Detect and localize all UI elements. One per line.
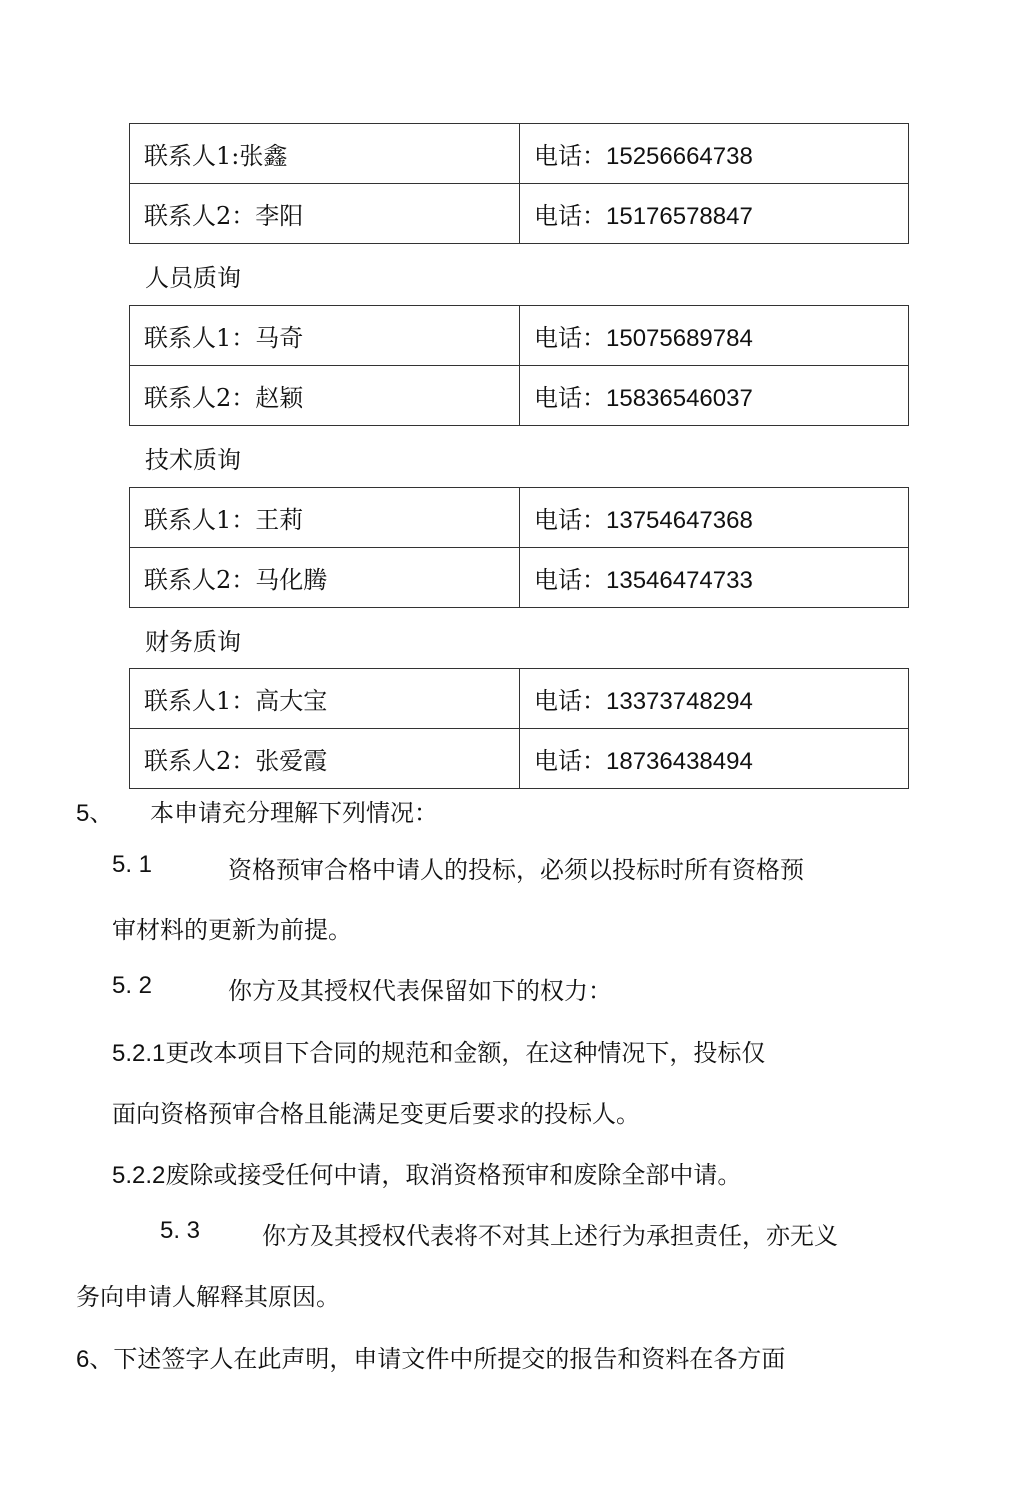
phone-number: 15176578847 <box>606 203 753 230</box>
table-row <box>130 124 909 184</box>
item-number: 5. 2 <box>112 972 153 999</box>
phone-number: 15256664738 <box>606 143 753 170</box>
contact-name: 张爱霞 <box>255 747 328 775</box>
table-row <box>130 306 909 366</box>
contact-label: 联系人2： <box>144 747 256 775</box>
table-row <box>130 184 909 244</box>
phone-label: 电话： <box>534 202 606 230</box>
contact-name: 李阳 <box>255 202 304 230</box>
item-5-1-text-line1: 资格预审合格中请人的投标，必须以投标时所有资格预 <box>228 856 804 884</box>
contact-name: 张鑫 <box>239 142 288 170</box>
table-row <box>130 488 909 548</box>
phone-cell <box>520 548 909 608</box>
item-5-2-text: 你方及其授权代表保留如下的权力： <box>228 977 612 1005</box>
contact-label: 联系人1： <box>144 687 256 715</box>
section-title-personnel: 人员质询 <box>145 264 241 292</box>
phone-label: 电话： <box>534 747 606 775</box>
contact-table-finance <box>129 668 909 789</box>
item-5-text: 本申请充分理解下列情况： <box>150 799 438 827</box>
phone-cell <box>520 306 909 366</box>
contact-cell <box>130 366 520 426</box>
phone-label: 电话： <box>534 384 606 412</box>
item-text: 更改本项目下合同的规范和金额，在这种情况下，投标仅 <box>165 1039 766 1067</box>
item-5-2-2 <box>112 1155 741 1190</box>
phone-label: 电话： <box>534 566 606 594</box>
contact-label: 联系人2： <box>144 202 256 230</box>
contact-label: 联系人1： <box>144 506 256 534</box>
item-5-2-1-line2: 面向资格预审合格且能满足变更后要求的投标人。 <box>112 1100 640 1128</box>
phone-number: 13373748294 <box>606 688 753 715</box>
item-number: 5. 3 <box>160 1217 201 1244</box>
item-number: 5. 1 <box>112 851 153 878</box>
item-5-3-text-line1: 你方及其授权代表将不对其上述行为承担责任，亦无义 <box>262 1222 838 1250</box>
item-5-number <box>76 793 113 828</box>
contact-name: 赵颖 <box>255 384 304 412</box>
phone-cell <box>520 669 909 729</box>
table-row <box>130 669 909 729</box>
table-row <box>130 366 909 426</box>
phone-number: 15075689784 <box>606 325 753 352</box>
contact-cell <box>130 306 520 366</box>
phone-number: 18736438494 <box>606 748 753 775</box>
contact-cell <box>130 184 520 244</box>
contact-label: 联系人2： <box>144 384 256 412</box>
contact-label: 联系人1： <box>144 324 256 352</box>
item-5-2-1-line1 <box>112 1033 765 1068</box>
item-5-2-number <box>112 971 152 1000</box>
item-text: 废除或接受任何中请，取消资格预审和废除全部中请。 <box>165 1161 742 1189</box>
contact-name: 高大宝 <box>255 687 328 715</box>
contact-cell <box>130 124 520 184</box>
contact-cell <box>130 669 520 729</box>
item-number: 5.2.2 <box>112 1162 166 1189</box>
contact-name: 马化腾 <box>255 566 328 594</box>
contact-label: 联系人1: <box>144 142 240 170</box>
table-row <box>130 729 909 789</box>
section-title-technical: 技术质询 <box>145 446 241 474</box>
section-title-finance: 财务质询 <box>145 628 241 656</box>
contact-table-general <box>129 123 909 244</box>
contact-table-technical <box>129 487 909 608</box>
item-text: 下述签字人在此声明，申请文件中所提交的报告和资料在各方面 <box>113 1345 786 1373</box>
item-5-3-number <box>160 1216 200 1245</box>
item-number: 5.2.1 <box>112 1040 166 1067</box>
contact-table-personnel <box>129 305 909 426</box>
item-5-3-text-line2: 务向申请人解释其原因。 <box>76 1283 340 1311</box>
phone-number: 13754647368 <box>606 507 753 534</box>
phone-number: 13546474733 <box>606 567 753 594</box>
contact-cell <box>130 548 520 608</box>
item-5-1-text-line2: 审材料的更新为前提。 <box>112 916 352 944</box>
phone-label: 电话： <box>534 324 606 352</box>
contact-cell <box>130 488 520 548</box>
phone-cell <box>520 488 909 548</box>
contact-cell <box>130 729 520 789</box>
item-number: 6、 <box>76 1346 114 1373</box>
contact-label: 联系人2： <box>144 566 256 594</box>
table-row <box>130 548 909 608</box>
phone-cell <box>520 729 909 789</box>
phone-cell <box>520 124 909 184</box>
item-5-1-number <box>112 850 152 879</box>
item-number: 5、 <box>76 800 114 827</box>
contact-name: 王莉 <box>255 506 304 534</box>
phone-label: 电话： <box>534 506 606 534</box>
item-6 <box>76 1339 785 1374</box>
phone-number: 15836546037 <box>606 385 753 412</box>
phone-cell <box>520 184 909 244</box>
phone-label: 电话： <box>534 142 606 170</box>
contact-name: 马奇 <box>255 324 304 352</box>
phone-cell <box>520 366 909 426</box>
phone-label: 电话： <box>534 687 606 715</box>
